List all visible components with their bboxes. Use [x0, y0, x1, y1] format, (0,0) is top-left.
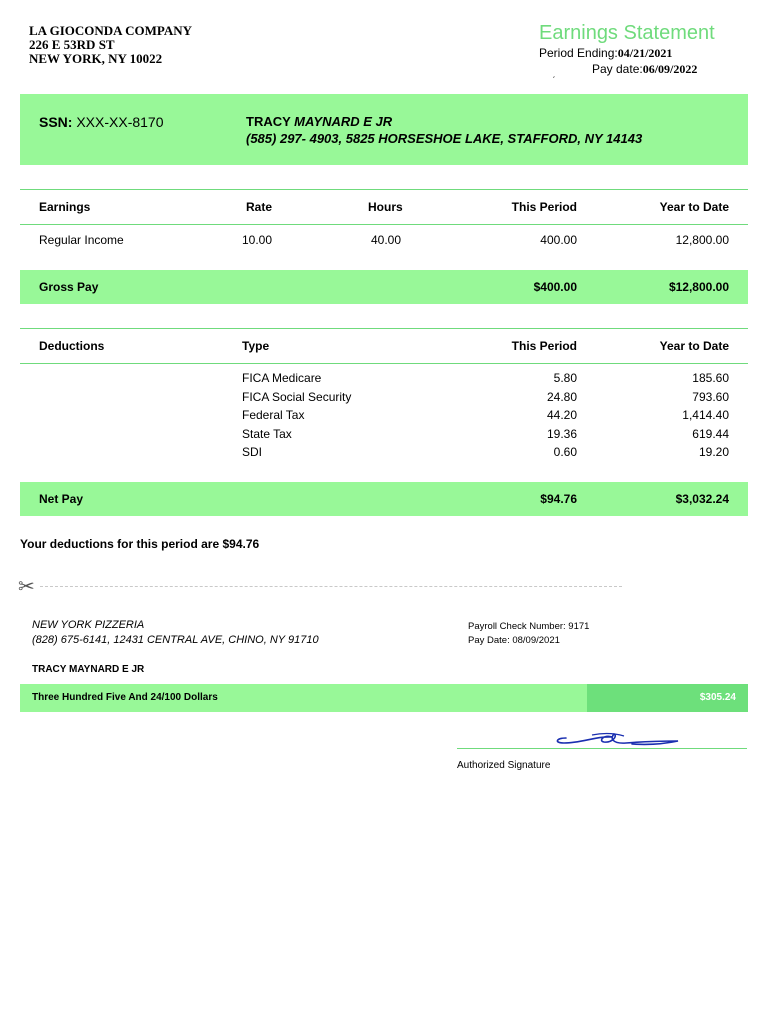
ssn-value: XXX-XX-8170: [76, 114, 164, 130]
signature-line: [457, 748, 747, 749]
employee-contact: (585) 297- 4903, 5825 HORSESHOE LAKE, STAFFORD, NY 14143: [246, 131, 643, 146]
deductions-ytd-header: Year to Date: [659, 339, 729, 353]
deduction-this-period: 24.80: [546, 389, 577, 404]
ssn-label: SSN:: [39, 114, 73, 130]
deduction-type: Federal Tax: [242, 408, 305, 423]
earning-hours: 40.00: [371, 233, 402, 247]
earning-this-period: 400.00: [540, 233, 577, 247]
period-ending-label: Period Ending:: [539, 46, 618, 60]
check-pay-date: Pay Date: 08/09/2021: [468, 635, 560, 646]
deduction-ytd: 19.20: [698, 445, 729, 460]
earnings-ytd-header: Year to Date: [659, 200, 729, 214]
pay-date-label: Pay date:: [592, 62, 643, 76]
earnings-header-divider: [20, 224, 748, 225]
net-pay-ytd: $3,032.24: [675, 492, 729, 506]
deduction-types: [242, 369, 472, 462]
earning-ytd: 12,800.00: [675, 233, 729, 247]
deduction-this-period: 44.20: [546, 408, 577, 423]
scissors-icon: ✂: [18, 576, 35, 598]
employee-first-name: TRACY: [246, 114, 291, 129]
company-address-line2: NEW YORK, NY 10022: [29, 51, 163, 66]
gross-pay-ytd: $12,800.00: [668, 280, 729, 294]
check-company-address: (828) 675-6141, 12431 CENTRAL AVE, CHINO, NY 91710: [32, 634, 319, 646]
deduction-ytd-values: [609, 369, 729, 462]
gross-pay-this-period: $400.00: [533, 280, 577, 294]
net-pay-label: Net Pay: [39, 492, 84, 506]
deduction-this-period: 5.80: [553, 371, 577, 385]
deduction-ytd: 1,414.40: [682, 408, 729, 423]
earnings-top-divider: [20, 189, 748, 190]
cut-line: [40, 586, 622, 587]
check-number: Payroll Check Number: 9171: [468, 621, 590, 632]
deduction-this-period: 0.60: [553, 445, 577, 460]
statement-title: Earnings Statement: [539, 22, 715, 44]
earnings-header: Earnings: [39, 200, 91, 214]
employee-name: [246, 114, 392, 129]
earnings-this-period-header: This Period: [511, 200, 577, 214]
gross-pay-label: Gross Pay: [39, 280, 99, 294]
deductions-top-divider: [20, 328, 748, 329]
period-ending: [539, 46, 672, 61]
deductions-this-period-header: This Period: [511, 339, 577, 353]
hours-header: Hours: [368, 200, 403, 214]
signature-label: Authorized Signature: [457, 760, 551, 771]
deductions-header: Deductions: [39, 339, 105, 353]
check-company-name: NEW YORK PIZZERIA: [32, 619, 145, 631]
pay-date: [592, 62, 697, 77]
check-amount: $305.24: [699, 692, 736, 703]
amount-in-words: Three Hundred Five And 24/100 Dollars: [32, 692, 218, 703]
rate-header: Rate: [246, 200, 273, 214]
deduction-this-period: 19.36: [546, 426, 577, 441]
company-address-line1: 226 E 53RD ST: [29, 37, 115, 52]
deduction-type: SDI: [242, 445, 263, 460]
earning-rate: 10.00: [242, 233, 273, 247]
ssn: [39, 114, 164, 130]
deduction-ytd: 185.60: [692, 371, 729, 385]
company-block: [29, 24, 192, 66]
deduction-this-period-values: [477, 369, 577, 462]
deductions-summary: Your deductions for this period are $94.76: [20, 537, 260, 551]
deduction-type: FICA Social Security: [242, 389, 352, 404]
tick-mark-decoration: ˏ: [552, 68, 556, 79]
deduction-type: State Tax: [242, 426, 292, 441]
company-name: LA GIOCONDA COMPANY: [29, 23, 192, 38]
employee-last-name: MAYNARD E JR: [294, 114, 393, 129]
earning-label: Regular Income: [39, 233, 124, 247]
deduction-type: FICA Medicare: [242, 371, 322, 385]
pay-date-value: 06/09/2022: [642, 62, 698, 76]
deduction-ytd: 793.60: [692, 389, 729, 404]
deduction-ytd: 619.44: [692, 426, 729, 441]
period-ending-value: 04/21/2021: [617, 46, 673, 60]
deductions-header-divider: [20, 363, 748, 364]
check-payee: TRACY MAYNARD E JR: [32, 664, 145, 675]
type-header: Type: [242, 339, 270, 353]
net-pay-this-period: $94.76: [540, 492, 577, 506]
signature-image: [552, 728, 682, 750]
